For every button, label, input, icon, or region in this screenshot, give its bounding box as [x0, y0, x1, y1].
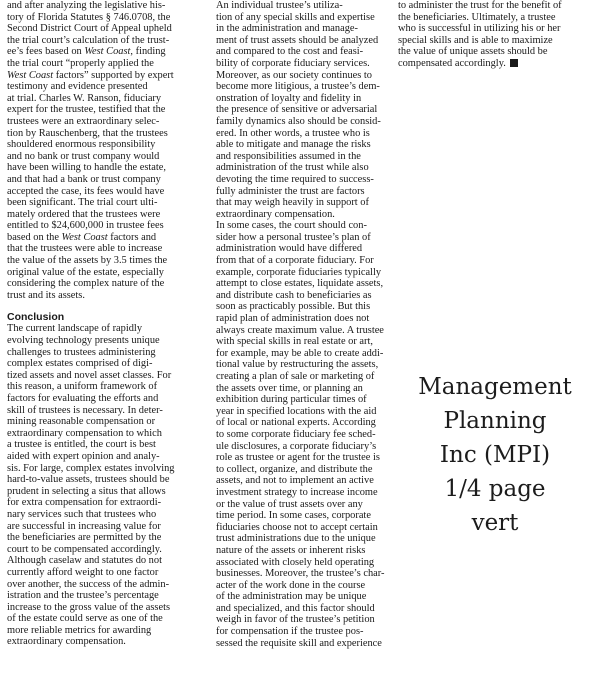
text-line: more reliable metrics for awarding: [7, 624, 152, 636]
text-line: the trial court’s calculation of the trust-: [7, 34, 170, 46]
text-line: ule disclosures, a corporate fiduciary’s: [216, 440, 377, 452]
text-line: of the estate could serve as one of the: [7, 613, 163, 625]
text-line: the presence of sensitive or adversarial: [216, 104, 378, 116]
article-column-3: [398, 0, 588, 70]
paragraph: [398, 0, 588, 70]
text-line: complex estates comprised of digi-: [7, 358, 153, 370]
section-heading: Conclusion: [7, 311, 65, 324]
text-line: rapid plan of administration does not: [216, 313, 370, 325]
text-line: the assets over time, or planning an: [216, 382, 363, 394]
text-line: currently afford weight to one factor: [7, 566, 159, 578]
text-line: based on the West Coast factors and: [7, 231, 157, 243]
text-line: that the trustees were able to increase: [7, 243, 163, 255]
text-line: mately ordered that the trustees were: [7, 208, 161, 220]
article-column-1: [7, 0, 191, 648]
ad-placeholder-line: Inc (MPI): [439, 442, 551, 468]
text-line: soon as practicably possible. But this: [216, 301, 371, 313]
text-line: to collect, organize, and distribute the: [216, 463, 373, 475]
text-line: a trustee is entitled, the court is best: [7, 439, 156, 451]
text-line: for compensation if the trustee pos-: [216, 626, 364, 638]
text-line: and that had a bank or trust company: [7, 173, 161, 185]
text-line: in the administration and manage-: [216, 23, 358, 35]
text-line: family dynamics also should be consid-: [216, 115, 381, 127]
text-line: original value of the estate, especially: [7, 266, 164, 278]
text-line: at trial. Charles W. Ranson, fiduciary: [7, 92, 162, 104]
text-line: West Coast factors” supported by expert: [7, 69, 174, 81]
text-line: of local or national experts. According: [216, 417, 376, 429]
text-line: this reason, a uniform framework of: [7, 381, 158, 393]
text-line: tory of Florida Statutes § 746.0708, the: [7, 11, 171, 23]
text-line: who is successful in utilizing his or her: [398, 23, 561, 35]
text-line: nary services such that trustees who: [7, 508, 157, 520]
text-line: able to mitigate and manage the risks: [216, 139, 371, 151]
text-line: and responsibilities assumed in the: [216, 150, 361, 162]
text-line: and specialized, and this factor should: [216, 602, 375, 614]
text-line: istration and the trustee’s percentage: [7, 590, 159, 602]
text-line: entitled to $24,600,000 in trustee fees: [7, 220, 164, 232]
text-line: tion of any special skills and expertise: [216, 11, 375, 23]
text-line: considering the complex nature of the: [7, 278, 165, 290]
end-of-article-mark-icon: [510, 59, 518, 67]
ad-placeholder: [400, 370, 590, 540]
text-line: that may weigh heavily in support of: [216, 197, 369, 209]
text-line: for extra compensation for extraordi-: [7, 497, 162, 509]
text-line: ee’s fees based on West Coast, finding: [7, 46, 166, 58]
text-line: In some cases, the court should con-: [216, 220, 367, 232]
text-line: associated with closely held operating: [216, 556, 375, 568]
text-line: weigh in favor of the trustee’s petition: [216, 614, 375, 626]
text-line: extraordinary compensation to which: [7, 427, 162, 439]
text-line: The current landscape of rapidly: [7, 323, 143, 335]
text-line: ered. In other words, a trustee who is: [216, 127, 370, 139]
text-line: and after analyzing the legislative his-: [7, 0, 166, 11]
text-line: and no bank or trust company would: [7, 150, 160, 162]
text-line: have been willing to handle the estate,: [7, 162, 166, 174]
text-line: ment of trust assets should be analyzed: [216, 34, 379, 46]
text-line: factors for evaluating the efforts and: [7, 393, 159, 404]
text-line: are successful in increasing value for: [7, 520, 161, 532]
text-line: businesses. Moreover, the trustee’s char-: [216, 568, 385, 580]
text-line: court to be compensated accordingly.: [7, 543, 162, 555]
text-line: the beneficiaries. Ultimately, a trustee: [398, 11, 556, 23]
text-line: tized assets and novel asset classes. For: [7, 369, 172, 381]
text-line: the trial court “properly applied the: [7, 57, 154, 69]
paragraph: [202, 0, 388, 220]
text-line: example, corporate fiduciaries typically: [216, 266, 382, 278]
paragraph: [7, 0, 191, 301]
text-line: or the value of trust assets over any: [216, 498, 363, 510]
text-line: exhibition during particular times of: [216, 394, 367, 406]
article-column-2: [202, 0, 388, 649]
ad-placeholder-line: 1/4 page: [444, 476, 546, 502]
text-line: investment strategy to increase income: [216, 486, 378, 498]
text-line: devoting the time required to success-: [216, 173, 374, 185]
text-line: extraordinary compensation.: [216, 208, 335, 220]
text-line: trust and its assets.: [7, 289, 85, 301]
text-line: over another, the success of the admin-: [7, 578, 170, 590]
text-line: challenges to trustees administering: [7, 346, 156, 358]
ad-placeholder-line: vert: [471, 510, 519, 536]
text-line: the value of unique assets should be: [398, 46, 548, 58]
text-line: from that of a corporate fiduciary. For: [216, 255, 374, 267]
text-line: to some corporate fiduciary fee sched-: [216, 428, 376, 440]
text-line: and distribute cash to beneficiaries as: [216, 289, 372, 301]
text-line: become more litigious, a trustee’s dem-: [216, 81, 380, 93]
text-line: evolving technology presents unique: [7, 335, 160, 347]
text-line: and compared to the cost and feasi-: [216, 46, 364, 58]
text-line: Moreover, as our society continues to: [216, 69, 372, 81]
text-line: onstration of loyalty and fidelity in: [216, 92, 362, 104]
text-line: year in specified locations with the aid: [216, 405, 377, 417]
text-line: administration would have differed: [216, 243, 363, 255]
text-line: accepted the case, its fees would have: [7, 185, 165, 197]
text-line: to administer the trust for the benefit of: [398, 0, 562, 11]
text-line: nature of the assets or inherent risks: [216, 544, 366, 556]
text-line: sider how a personal trustee’s plan of: [216, 231, 371, 243]
text-line: trust administrations due to the unique: [216, 533, 376, 545]
text-line: of the administration may be unique: [216, 591, 367, 603]
text-line: role as trustee or agent for the trustee is: [216, 452, 380, 464]
paragraph: [7, 323, 191, 648]
text-line: increase to the gross value of the assets: [7, 601, 171, 613]
text-line: the value of the assets by 3.5 times the: [7, 255, 168, 267]
text-line: bility of corporate fiduciary services.: [216, 57, 370, 69]
text-line: fiduciaries choose not to accept certain: [216, 521, 378, 533]
text-line: Although caselaw and statutes do not: [7, 555, 162, 567]
text-line: extraordinary compensation.: [7, 636, 126, 648]
text-line: tional value by restructuring the assets,: [216, 359, 379, 371]
text-line: trustees were an extraordinary selec-: [7, 115, 160, 127]
text-line: acter of the work done in the course: [216, 579, 366, 591]
text-line: administration of the trust while also: [216, 162, 369, 174]
text-line: skill of trustees is necessary. In deter-: [7, 404, 163, 416]
text-line: prudent in selecting a situs that allows: [7, 485, 166, 497]
ad-placeholder-line: Planning: [443, 408, 547, 434]
text-line: always create maximum value. A trustee: [216, 324, 384, 336]
text-line: with special skills in real estate or art,: [216, 336, 373, 348]
text-line: the beneficiaries are permitted by the: [7, 532, 162, 544]
ad-placeholder-line: Management: [418, 374, 572, 400]
text-line: sis. For large, complex estates involving: [7, 462, 175, 474]
text-line: creating a plan of sale or marketing of: [216, 371, 375, 382]
text-line: assets, and not to implement an active: [216, 475, 374, 487]
text-line: expert for the trustee, testified that the: [7, 104, 166, 116]
text-line: time period. In some cases, corporate: [216, 510, 371, 522]
text-line: aided with expert opinion and analy-: [7, 450, 160, 462]
text-line: fully administer the trust are factors: [216, 185, 365, 197]
text-line: for example, may be able to create addi-: [216, 347, 384, 359]
text-line: testimony and evidence presented: [7, 81, 148, 93]
text-line: tion by Rauschenberg, that the trustees: [7, 127, 168, 139]
text-line: attempt to close estates, liquidate assets,: [216, 278, 384, 290]
text-line: hard-to-value assets, trustees should be: [7, 474, 170, 486]
text-line: mining reasonable compensation or: [7, 416, 156, 428]
text-line: been significant. The trial court ulti-: [7, 197, 158, 209]
text-line: sessed the requisite skill and experience: [216, 637, 382, 649]
text-line: An individual trustee’s utiliza-: [216, 0, 343, 11]
text-line: special skills and is able to maximize: [398, 34, 553, 46]
text-line: compensated accordingly.: [398, 58, 588, 70]
text-line: Second District Court of Appeal upheld: [7, 23, 172, 35]
paragraph: [202, 220, 388, 649]
text-line: shouldered enormous responsibility: [7, 139, 156, 151]
